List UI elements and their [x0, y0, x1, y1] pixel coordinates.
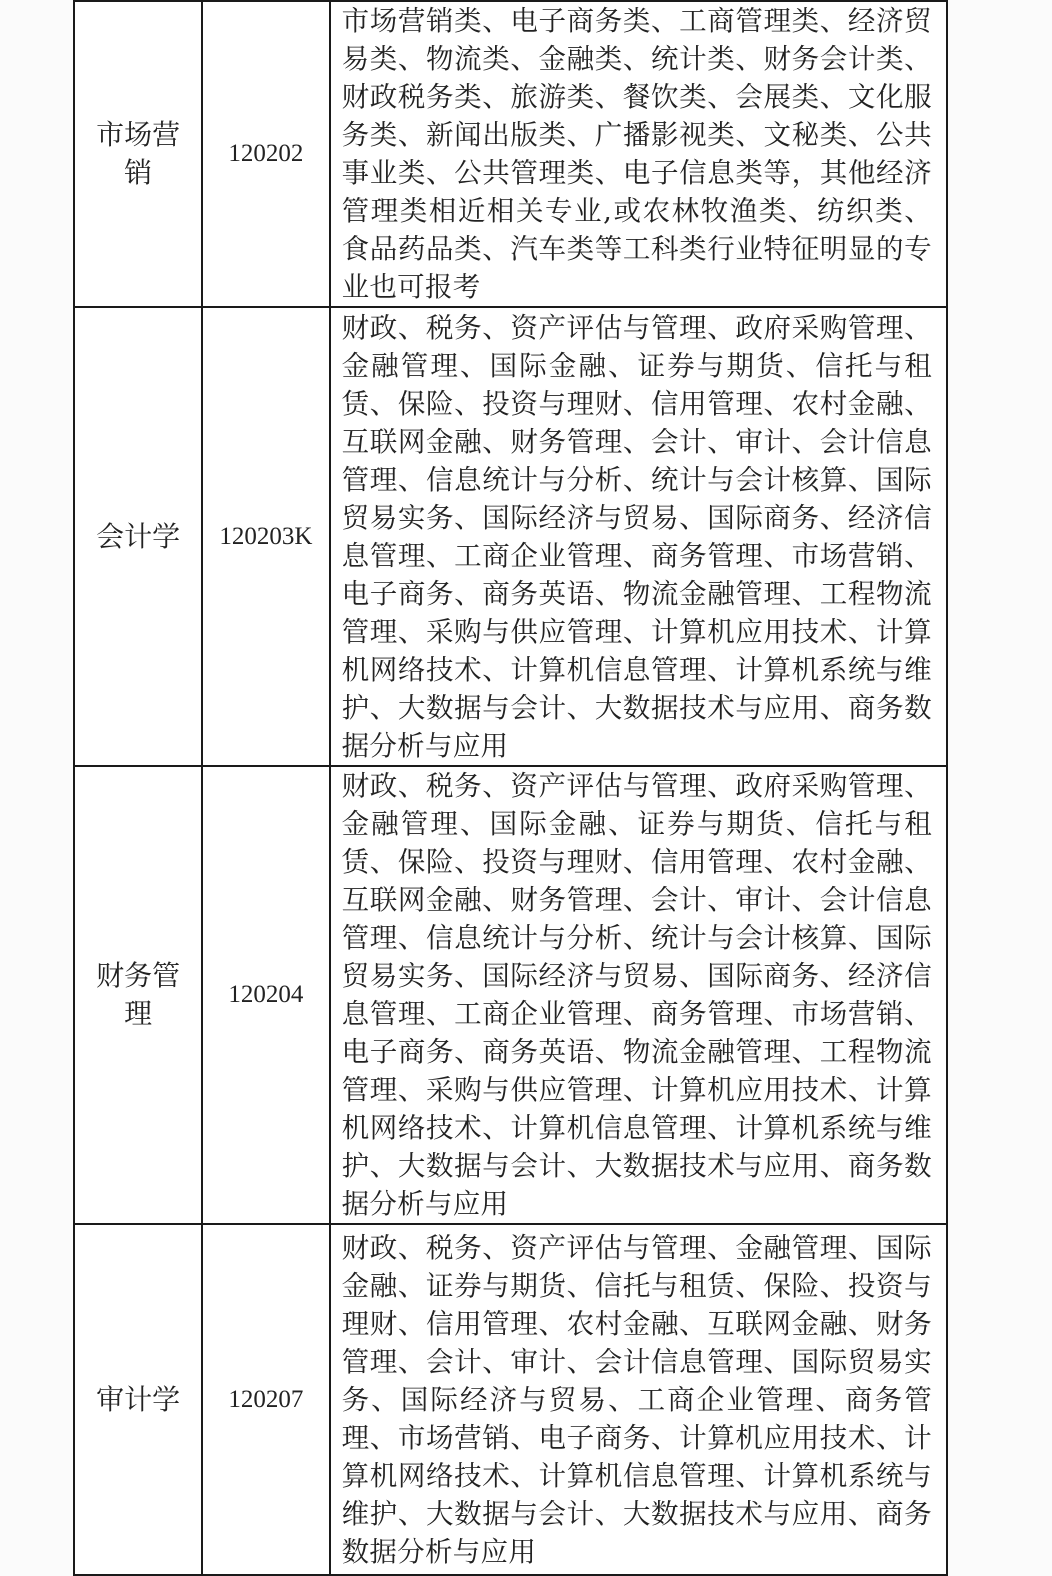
major-name: 市场营销	[96, 118, 181, 189]
major-name-cell	[74, 1, 202, 307]
major-name: 审计学	[96, 1382, 181, 1416]
major-name: 会计学	[96, 519, 181, 553]
table-row	[74, 1, 947, 307]
major-name-cell	[74, 766, 202, 1224]
major-code: 120202	[202, 1, 329, 307]
eligible-majors-text: 财政、税务、资产评估与管理、政府采购管理、金融管理、国际金融、证券与期货、信托与租赁、保险、投资与理财、信用管理、农村金融、互联网金融、财务管理、会计、审计、会计信息管理、信息统计与分析、统计与会计核算、国际贸易实务、国际经济与贸易、国际商务、经济信息管理、工商企业管理、商务管理、市场营销、电子商务、商务英语、物流金融管理、工程物流管理、采购与供应管理、计算机应用技术、计算机网络技术、计算机信息管理、计算机系统与维护、大数据与会计、大数据技术与应用、商务数据分析与应用	[330, 307, 947, 766]
major-code: 120204	[202, 766, 329, 1224]
eligible-majors-text: 市场营销类、电子商务类、工商管理类、经济贸易类、物流类、金融类、统计类、财务会计类、财政税务类、旅游类、餐饮类、会展类、文化服务类、新闻出版类、广播影视类、文秘类、公共事业类、公共管理类、电子信息类等，其他经济管理类相近相关专业,或农林牧渔类、纺织类、食品药品类、汽车类等工科类行业特征明显的专业也可报考	[330, 1, 947, 307]
major-name: 财务管理	[96, 959, 181, 1030]
major-code: 120207	[202, 1224, 329, 1575]
table-row	[74, 766, 947, 1224]
eligible-majors-text: 财政、税务、资产评估与管理、金融管理、国际金融、证券与期货、信托与租赁、保险、投资与理财、信用管理、农村金融、互联网金融、财务管理、会计、审计、会计信息管理、国际贸易实务、国际经济与贸易、工商企业管理、商务管理、市场营销、电子商务、计算机应用技术、计算机网络技术、计算机信息管理、计算机系统与维护、大数据与会计、大数据技术与应用、商务数据分析与应用	[330, 1224, 947, 1575]
eligible-majors-text: 财政、税务、资产评估与管理、政府采购管理、金融管理、国际金融、证券与期货、信托与租赁、保险、投资与理财、信用管理、农村金融、互联网金融、财务管理、会计、审计、会计信息管理、信息统计与分析、统计与会计核算、国际贸易实务、国际经济与贸易、国际商务、经济信息管理、工商企业管理、商务管理、市场营销、电子商务、商务英语、物流金融管理、工程物流管理、采购与供应管理、计算机应用技术、计算机网络技术、计算机信息管理、计算机系统与维护、大数据与会计、大数据技术与应用、商务数据分析与应用	[330, 766, 947, 1224]
major-requirements-table	[73, 0, 948, 1576]
major-name-cell	[74, 1224, 202, 1575]
major-code: 120203K	[202, 307, 329, 766]
table-row	[74, 1224, 947, 1575]
major-name-cell	[74, 307, 202, 766]
table-row	[74, 307, 947, 766]
